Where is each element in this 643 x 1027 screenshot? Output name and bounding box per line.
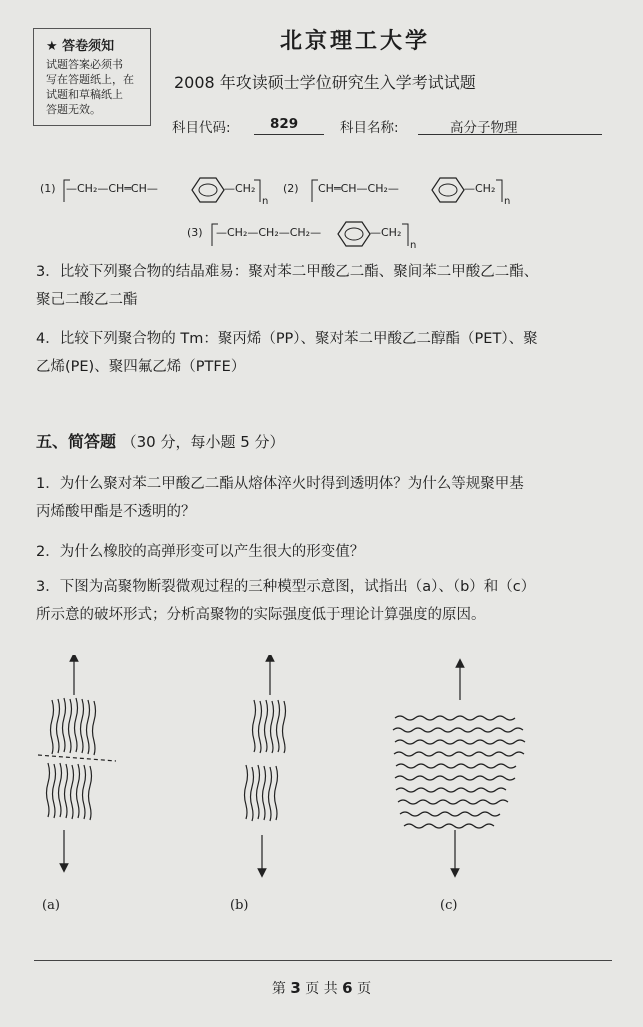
section-5-heading	[36, 428, 626, 457]
model-a	[38, 657, 116, 868]
model-b-chain	[253, 700, 256, 752]
formula-2-n: n	[504, 196, 511, 207]
question-text: 1．为什么聚对苯二甲酸乙二酯从熔体淬火时得到透明体？为什么等规聚甲基	[36, 476, 524, 492]
notice-line: 试题和草稿纸上	[46, 88, 123, 101]
model-b-chain	[251, 767, 254, 821]
model-b-chain	[265, 700, 268, 752]
formula-3-ring-circle	[345, 228, 363, 240]
total-pages: 6	[342, 979, 353, 997]
formula-3-n: n	[410, 240, 417, 250]
formula-2-tail: —CH₂	[464, 182, 496, 195]
formula-1-text: —CH₂—CH═CH—	[66, 182, 158, 195]
notice-body	[46, 57, 144, 117]
page-footer	[0, 978, 643, 998]
polymer-formulas	[0, 160, 643, 250]
question-text: 乙烯(PE)、聚四氟乙烯（PTFE）	[36, 359, 246, 375]
formula-1-tail: —CH₂	[224, 182, 256, 195]
model-a-chain	[59, 763, 62, 817]
question-text: 聚己二酸乙二酯	[36, 292, 138, 308]
university-name: 北京理工大学	[280, 28, 431, 54]
model-a-chain	[63, 698, 66, 752]
model-a-chain	[93, 701, 96, 755]
subject-name-label: 科目名称:	[340, 120, 399, 136]
formula-3-tail: —CH₂	[370, 226, 402, 239]
model-c-chain	[394, 752, 524, 756]
model-a-chain	[83, 765, 86, 819]
figure-label-b: (b)	[230, 898, 249, 913]
model-b-chain	[271, 701, 274, 753]
model-c-chain	[395, 776, 515, 780]
model-b	[245, 657, 286, 873]
current-page: 3	[290, 979, 301, 997]
model-a-chain	[77, 764, 80, 818]
question-5-1	[36, 470, 626, 526]
model-b-chain	[275, 766, 278, 820]
model-a-chain	[65, 764, 68, 818]
question-text: 2．为什么橡胶的高弹形变可以产生很大的形变值？	[36, 544, 365, 560]
model-a-chain	[87, 700, 90, 754]
question-text: 丙烯酸甲酯是不透明的？	[36, 504, 196, 520]
model-a-chain	[57, 699, 60, 753]
subject-name: 高分子物理	[450, 120, 518, 136]
formula-3-bracket-right	[402, 224, 408, 246]
question-text: 3．比较下列聚合物的结晶难易：聚对苯二甲酸乙二酯、聚间苯二甲酸乙二酯、	[36, 264, 539, 280]
formula-1-n: n	[262, 196, 269, 207]
question-text: 所示意的破坏形式；分析高聚物的实际强度低于理论计算强度的原因。	[36, 607, 486, 623]
question-text: 3．下图为高聚物断裂微观过程的三种模型示意图，试指出（a）、（b）和（c）	[36, 579, 536, 595]
formula-2-label: (2)	[283, 182, 299, 195]
figure-label-c: (c)	[440, 898, 458, 913]
footer-prefix: 第	[271, 981, 286, 997]
notice-box	[33, 28, 151, 126]
model-a-chain	[53, 764, 56, 818]
model-c-chain	[393, 728, 523, 732]
formula-3-label: (3)	[187, 226, 203, 239]
model-a-chain	[47, 763, 50, 817]
formula-3-benzene-ring	[338, 222, 370, 246]
model-c-chain	[400, 812, 500, 816]
model-c-chain	[404, 824, 494, 828]
model-b-chain	[259, 701, 262, 753]
model-c-chain	[396, 788, 506, 792]
subject-row	[172, 116, 612, 138]
model-c-chain	[395, 716, 515, 720]
model-b-chain	[257, 765, 260, 819]
model-a-chain	[69, 699, 72, 753]
notice-title: ★ 答卷须知	[46, 39, 115, 54]
footer-suffix: 页	[357, 981, 372, 997]
section-title-text: 五、简答题	[36, 432, 117, 451]
formula-3-text: —CH₂—CH₂—CH₂—	[216, 226, 322, 239]
model-a-chain	[75, 698, 78, 752]
footer-mid: 页 共	[305, 981, 338, 997]
subject-code: 829	[270, 116, 299, 132]
formula-2-benzene-ring	[432, 178, 464, 202]
formula-2-text: CH═CH—CH₂—	[318, 182, 399, 195]
model-a-chain	[51, 700, 54, 754]
footer-rule	[34, 960, 612, 961]
model-c	[393, 663, 525, 873]
question-5-2	[36, 538, 626, 566]
model-b-chain	[269, 767, 272, 821]
model-a-chain	[81, 699, 84, 753]
question-5-3	[36, 573, 626, 629]
model-a-chain	[89, 766, 92, 820]
exam-title: 2008 年攻读硕士学位研究生入学考试试题	[174, 73, 476, 92]
formula-2-ring-circle	[439, 184, 457, 196]
question-4-4	[36, 325, 626, 381]
subject-code-label: 科目代码:	[172, 120, 231, 136]
model-b-chain	[263, 766, 266, 820]
model-c-chain	[396, 764, 516, 768]
section-title	[36, 432, 285, 451]
notice-line: 试题答案必须书	[46, 58, 123, 71]
formula-1-benzene-ring	[192, 178, 224, 202]
model-c-chain	[395, 740, 525, 744]
model-b-chain	[283, 701, 286, 753]
figure-label-a: (a)	[42, 898, 60, 913]
formula-1-ring-circle	[199, 184, 217, 196]
formula-1-label: (1)	[40, 182, 56, 195]
formula-2-bracket-right	[496, 180, 502, 202]
notice-line: 答题无效。	[46, 103, 101, 116]
model-a-break-line	[38, 755, 116, 761]
model-b-chain	[277, 700, 280, 752]
model-b-chain	[245, 765, 248, 819]
model-a-chain	[71, 765, 74, 819]
fracture-models-figure	[0, 655, 643, 925]
question-text: 4．比较下列聚合物的 Tm：聚丙烯（PP）、聚对苯二甲酸乙二醇酯（PET）、聚	[36, 331, 538, 347]
section-points: （30 分，每小题 5 分）	[121, 433, 285, 451]
model-c-chain	[398, 800, 508, 804]
notice-line: 写在答题纸上，在	[46, 73, 134, 86]
question-4-3	[36, 258, 626, 314]
